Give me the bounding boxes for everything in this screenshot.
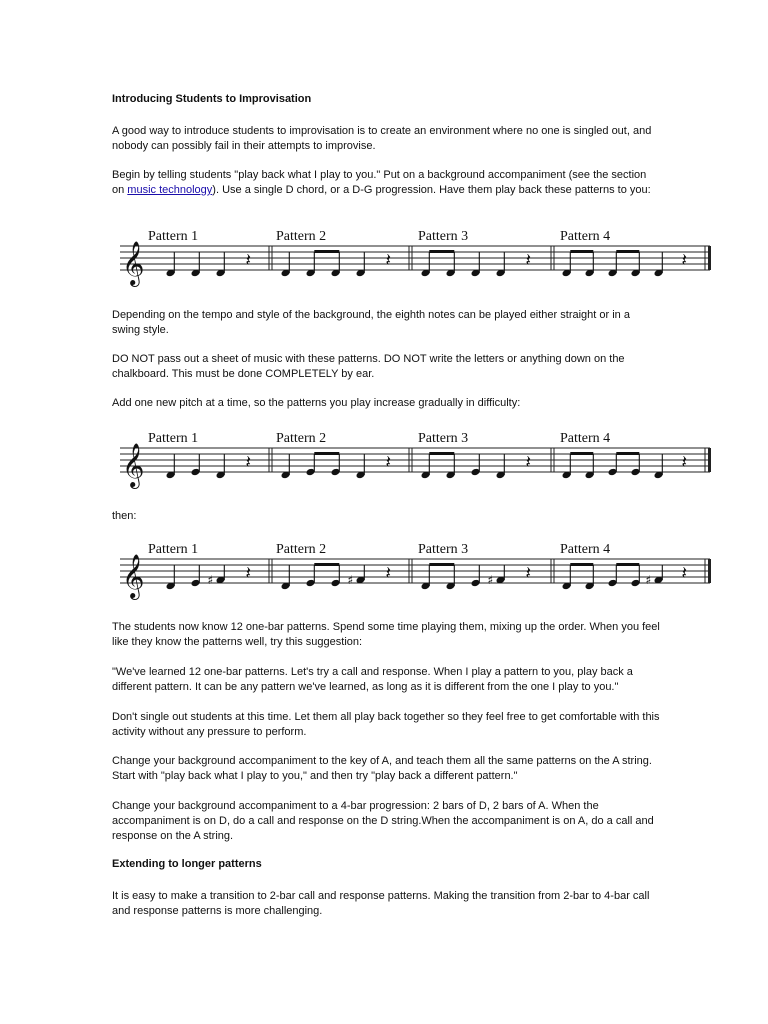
beam bbox=[429, 452, 454, 455]
music-technology-link[interactable]: music technology bbox=[127, 184, 213, 196]
instructions-text-before: Begin by telling students "play back what I play to you." Put on a background accompaniment (see the section on bbox=[112, 169, 647, 196]
instructions-text-after: ). Use a single D chord, or a D-G progression. Have them play back these patterns to you: bbox=[212, 184, 651, 196]
final-barline-thick bbox=[708, 448, 711, 472]
new-pitch-paragraph: Add one new pitch at a time, so the patterns you play increase gradually in difficulty: bbox=[112, 397, 521, 409]
quarter-rest: 𝄽 bbox=[245, 563, 252, 584]
section-heading-improvisation: Introducing Students to Improvisation bbox=[112, 93, 312, 105]
sharp-icon: ♯ bbox=[347, 573, 354, 587]
beam bbox=[314, 452, 339, 455]
treble-clef-icon: 𝄞 bbox=[122, 443, 145, 487]
staff-notation-1 bbox=[112, 226, 720, 296]
warning-paragraph: DO NOT pass out a sheet of music with these patterns. DO NOT write the letters or anything down on the chalkboard. This must be done COMPLETELY by ear. bbox=[112, 353, 625, 380]
transition-paragraph: It is easy to make a transition to 2-bar call and response patterns. Making the transition from 2-bar to 4-bar call and response patterns is more challenging. bbox=[112, 890, 650, 917]
pattern-label: Pattern 1 bbox=[148, 431, 199, 446]
key-of-a-paragraph: Change your background accompaniment to the key of A, and teach them all the same patterns on the A string. Start with "play back what I play to you," and then try "play back a different pattern." bbox=[112, 755, 652, 782]
beam bbox=[314, 563, 339, 566]
quarter-rest: 𝄽 bbox=[385, 563, 392, 584]
quarter-rest: 𝄽 bbox=[525, 452, 532, 473]
treble-clef-icon: 𝄞 bbox=[122, 554, 145, 598]
staff-notation-3 bbox=[112, 539, 720, 609]
quarter-rest: 𝄽 bbox=[681, 452, 688, 473]
section-heading-longer-patterns: Extending to longer patterns bbox=[112, 858, 262, 870]
beam bbox=[616, 452, 639, 455]
pattern-label: Pattern 1 bbox=[148, 542, 199, 557]
sharp-icon: ♯ bbox=[645, 573, 652, 587]
final-barline-thick bbox=[708, 246, 711, 270]
pattern-label: Pattern 2 bbox=[276, 431, 327, 446]
four-bar-paragraph: Change your background accompaniment to a 4-bar progression: 2 bars of D, 2 bars of A. When the accompaniment is on D, do a call and response on the D string.When the accompaniment is on A, do a call and response on the A string. bbox=[112, 800, 654, 842]
final-barline-thick bbox=[708, 559, 711, 583]
beam bbox=[429, 563, 454, 566]
beam bbox=[570, 452, 593, 455]
quote-paragraph: "We've learned 12 one-bar patterns. Let's try a call and response. When I play a pattern to you, play back a different pattern. It can be any pattern we've learned, as long as it is different from the one I play to you." bbox=[112, 666, 633, 693]
pattern-label: Pattern 3 bbox=[418, 431, 469, 446]
staff-notation-2 bbox=[112, 428, 720, 498]
quarter-rest: 𝄽 bbox=[245, 250, 252, 271]
music-staff-2 bbox=[112, 428, 720, 498]
pattern-label: Pattern 2 bbox=[276, 229, 327, 244]
pattern-label: Pattern 4 bbox=[560, 229, 611, 244]
music-staff-1 bbox=[112, 226, 720, 296]
pattern-label: Pattern 3 bbox=[418, 542, 469, 557]
dont-single-out-paragraph: Don't single out students at this time. Let them all play back together so they feel free to get comfortable with this activity without any pressure to perform. bbox=[112, 711, 660, 738]
quarter-rest: 𝄽 bbox=[525, 250, 532, 271]
music-staff-3 bbox=[112, 539, 720, 609]
quarter-rest: 𝄽 bbox=[245, 452, 252, 473]
quarter-rest: 𝄽 bbox=[681, 563, 688, 584]
pattern-label: Pattern 3 bbox=[418, 229, 469, 244]
sharp-icon: ♯ bbox=[207, 573, 214, 587]
pattern-label: Pattern 1 bbox=[148, 229, 199, 244]
beam bbox=[570, 250, 593, 253]
intro-paragraph: A good way to introduce students to improvisation is to create an environment where no one is singled out, and nobody can possibly fail in their attempts to improvise. bbox=[112, 125, 652, 152]
treble-clef-icon: 𝄞 bbox=[122, 241, 145, 285]
pattern-label: Pattern 2 bbox=[276, 542, 327, 557]
beam bbox=[314, 250, 339, 253]
sharp-icon: ♯ bbox=[487, 573, 494, 587]
quarter-rest: 𝄽 bbox=[525, 563, 532, 584]
beam bbox=[616, 563, 639, 566]
tempo-paragraph: Depending on the tempo and style of the background, the eighth notes can be played either straight or in a swing style. bbox=[112, 309, 630, 336]
beam bbox=[570, 563, 593, 566]
pattern-label: Pattern 4 bbox=[560, 431, 611, 446]
quarter-rest: 𝄽 bbox=[385, 452, 392, 473]
beam bbox=[616, 250, 639, 253]
twelve-patterns-paragraph: The students now know 12 one-bar patterns. Spend some time playing them, mixing up the order. When you feel like they know the patterns well, try this suggestion: bbox=[112, 621, 660, 648]
instructions-paragraph bbox=[112, 168, 660, 198]
quarter-rest: 𝄽 bbox=[681, 250, 688, 271]
beam bbox=[429, 250, 454, 253]
quarter-rest: 𝄽 bbox=[385, 250, 392, 271]
pattern-label: Pattern 4 bbox=[560, 542, 611, 557]
then-label: then: bbox=[112, 510, 137, 522]
